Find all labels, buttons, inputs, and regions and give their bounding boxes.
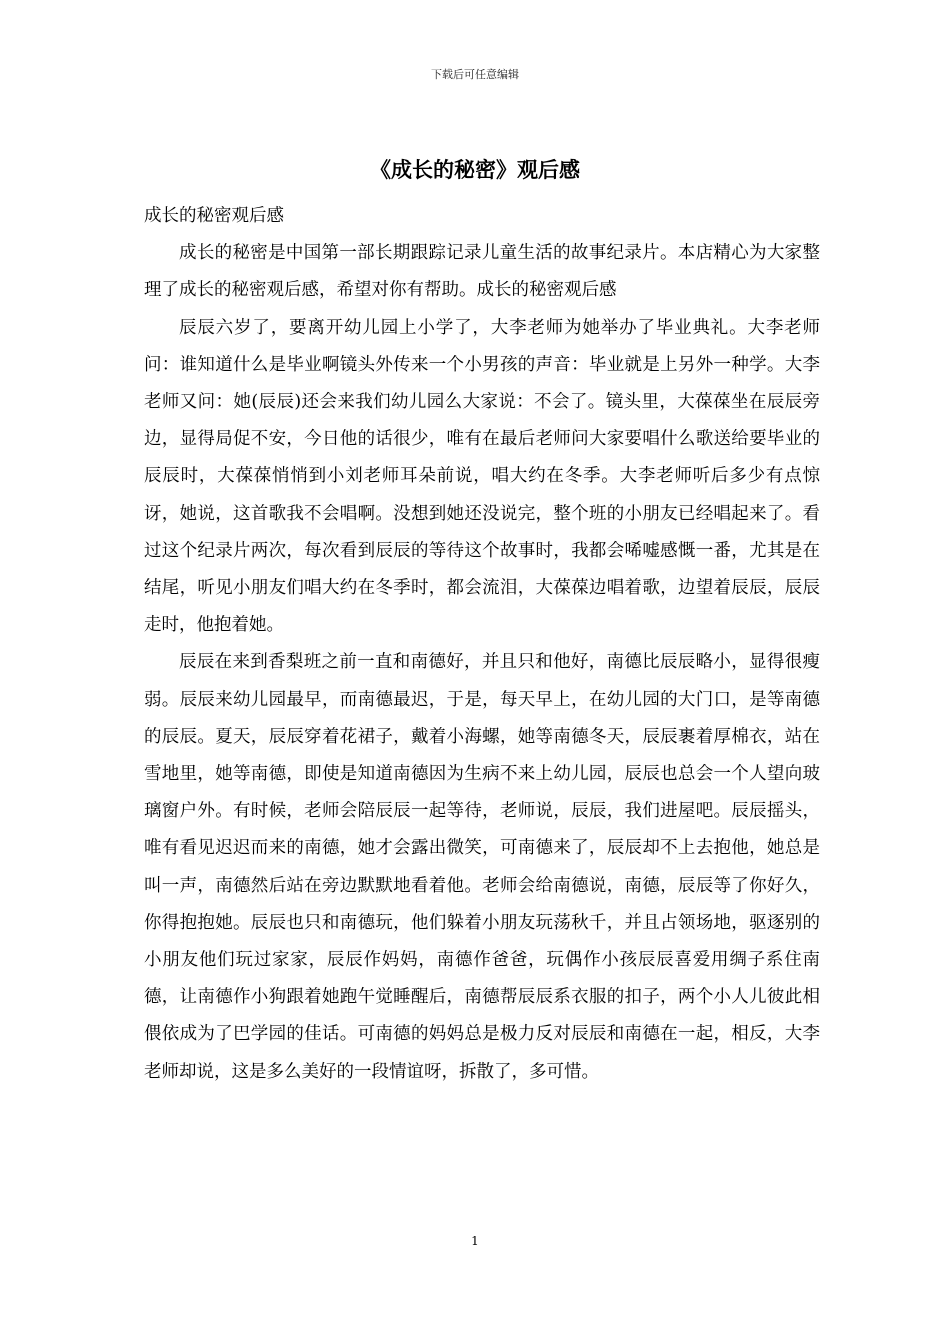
body-paragraph: 辰辰在来到香梨班之前一直和南德好，并且只和他好，南德比辰辰略小，显得很瘦弱。辰辰来幼儿园最早，而南德最迟，于是，每天早上，在幼儿园的大门口，是等南德的辰辰。夏天，辰辰穿着花裙子，戴着小海螺，她等南德冬天，辰辰裹着厚棉衣，站在雪地里，她等南德，即使是知道南德因为生病不来上幼儿园，辰辰也总会一个人望向玻璃窗户外。有时候，老师会陪辰辰一起等待，老师说，辰辰，我们进屋吧。辰辰摇头，唯有看见迟迟而来的南德，她才会露出微笑，可南德来了，辰辰却不上去抱他，她总是叫一声，南德然后站在旁边默默地看着他。老师会给南德说，南德，辰辰等了你好久，你得抱抱她。辰辰也只和南德玩，他们躲着小朋友玩荡秋千，并且占领场地，驱逐别的小朋友他们玩过家家，辰辰作妈妈，南德作爸爸，玩偶作小孩辰辰喜爱用绸子系住南德，让南德作小狗跟着她跑午觉睡醒后，南德帮辰辰系衣服的扣子，两个小人儿彼此相偎依成为了巴学园的佳话。可南德的妈妈总是极力反对辰辰和南德在一起，相反，大李老师却说，这是多么美好的一段情谊呀，拆散了，多可惜。 [144,652,820,1082]
body-paragraph: 成长的秘密是中国第一部长期跟踪记录儿童生活的故事纪录片。本店精心为大家整理了成长的秘密观后感，希望对你有帮助。成长的秘密观后感 [144,243,820,301]
document-title: 《成长的秘密》观后感 [370,157,580,182]
header-note: 下载后可任意编辑 [431,68,519,81]
subheading-paragraph: 成长的秘密观后感 [144,206,284,226]
page-number: 1 [471,1234,479,1248]
body-paragraph: 辰辰六岁了，要离开幼儿园上小学了，大李老师为她举办了毕业典礼。大李老师问：谁知道什么是毕业啊镜头外传来一个小男孩的声音：毕业就是上另外一种学。大李老师又问：她(辰辰)还会来我们幼儿园么大家说：不会了。镜头里，大葆葆坐在辰辰旁边，显得局促不安，今日他的话很少，唯有在最后老师问大家要唱什么歌送给要毕业的辰辰时，大葆葆悄悄到小刘老师耳朵前说，唱大约在冬季。大李老师听后多少有点惊讶，她说，这首歌我不会唱啊。没想到她还没说完，整个班的小朋友已经唱起来了。看过这个纪录片两次，每次看到辰辰的等待这个故事时，我都会唏嘘感慨一番，尤其是在结尾，听见小朋友们唱大约在冬季时，都会流泪，大葆葆边唱着歌，边望着辰辰，辰辰走时，他抱着她。 [144,317,820,636]
document-body [144,198,820,1091]
